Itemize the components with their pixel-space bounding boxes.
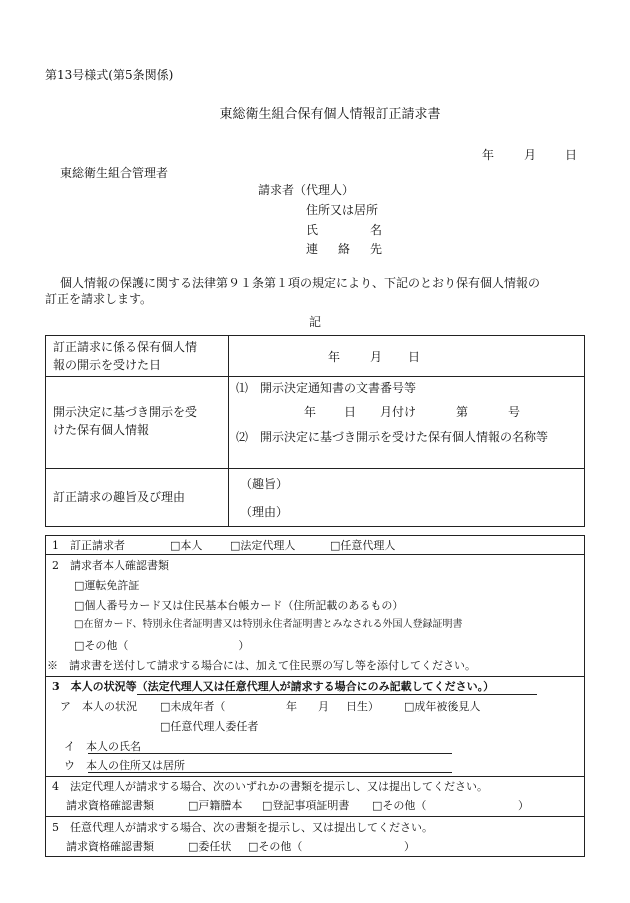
minor-birth-year: 年 bbox=[286, 700, 297, 713]
requester-address-label: 住所又は居所 bbox=[306, 203, 379, 217]
principal-address-line[interactable] bbox=[88, 772, 452, 773]
minor-birth-day: 日生） bbox=[346, 700, 379, 713]
requester-contact-label-3: 先 bbox=[370, 242, 383, 256]
row3-label: 訂正請求の趣旨及び理由 bbox=[53, 490, 186, 504]
table-divider bbox=[228, 335, 229, 527]
section4-label: 4 法定代理人が請求する場合、次のいずれかの書類を提示し、又は提出してください。 bbox=[52, 780, 488, 793]
option-other-doc-5[interactable]: □その他（ bbox=[248, 840, 303, 853]
section1-label: 1 訂正請求者 bbox=[52, 539, 125, 552]
row1-day: 日 bbox=[408, 350, 421, 364]
row1-label-line2: 報の開示を受けた日 bbox=[53, 358, 162, 372]
row1-year: 年 bbox=[328, 350, 341, 364]
principal-name-label: イ 本人の氏名 bbox=[64, 740, 141, 753]
requester-contact-label-2: 絡 bbox=[338, 242, 351, 256]
row2-month-tsuke: 月付け bbox=[380, 405, 417, 419]
option-other-id[interactable]: □その他（ ） bbox=[74, 639, 250, 652]
requester-contact-label-1: 連 bbox=[306, 242, 319, 256]
row2-number-suffix: 号 bbox=[508, 405, 521, 419]
option-other-doc-4[interactable]: □その他（ bbox=[372, 799, 427, 812]
ki-heading: 記 bbox=[309, 315, 322, 329]
section5-label: 5 任意代理人が請求する場合、次の書類を提示し、又は提出してください。 bbox=[52, 821, 433, 834]
row2-label-line1: 開示決定に基づき開示を受 bbox=[53, 405, 198, 419]
option-principal[interactable]: □任意代理人委任者 bbox=[160, 720, 259, 733]
form-number: 第13号様式(第5条関係) bbox=[45, 68, 174, 82]
row3-purpose: （趣旨） bbox=[240, 477, 289, 491]
option-residence-card[interactable]: □在留カード、特別永住者証明書又は特別永住者証明書とみなされる外国人登録証明書 bbox=[74, 619, 463, 630]
intro-line-1: 個人情報の保護に関する法律第９１条第１項の規定により、下記のとおり保有個人情報の bbox=[60, 276, 541, 290]
section3-label: 3 本人の状況等 bbox=[52, 680, 137, 693]
status-label: ア 本人の状況 bbox=[60, 700, 137, 713]
principal-address-label: ウ 本人の住所又は居所 bbox=[64, 759, 185, 772]
option-other-doc-4-close: ） bbox=[518, 799, 529, 812]
option-registry-certificate[interactable]: □登記事項証明書 bbox=[262, 799, 350, 812]
row2-item1: ⑴ 開示決定通知書の文書番号等 bbox=[236, 381, 417, 395]
addressee: 東総衛生組合管理者 bbox=[60, 166, 169, 180]
option-adult-ward[interactable]: □成年被後見人 bbox=[404, 700, 481, 713]
requester-name-label-1: 氏 bbox=[306, 223, 319, 237]
date-year: 年 bbox=[482, 148, 495, 162]
page-title: 東総衛生組合保有個人情報訂正請求書 bbox=[219, 107, 441, 122]
table-rule bbox=[45, 816, 585, 817]
table-rule bbox=[45, 676, 585, 677]
principal-name-line[interactable] bbox=[88, 753, 452, 754]
option-drivers-license[interactable]: □運転免許証 bbox=[74, 579, 140, 592]
row2-number-label: 第 bbox=[456, 405, 469, 419]
option-mynumber-card[interactable]: □個人番号カード又は住民基本台帳カード（住所記載のあるもの） bbox=[74, 599, 404, 612]
table-rule bbox=[45, 776, 585, 777]
section2-note: ※ 請求書を送付して請求する場合には、加えて住民票の写し等を添付してください。 bbox=[47, 659, 476, 672]
row3-reason: （理由） bbox=[240, 505, 289, 519]
option-voluntary-agent[interactable]: □任意代理人 bbox=[330, 539, 396, 552]
requester-heading: 請求者（代理人） bbox=[258, 183, 355, 197]
section3-heading bbox=[52, 679, 537, 695]
row2-year: 年 bbox=[304, 405, 317, 419]
option-other-doc-5-close: ） bbox=[404, 840, 415, 853]
section3-note: （法定代理人又は任意代理人が請求する場合にのみ記載してください。） bbox=[137, 679, 537, 695]
date-day: 日 bbox=[565, 148, 578, 162]
table-rule bbox=[45, 468, 585, 469]
row2-item2: ⑵ 開示決定に基づき開示を受けた保有個人情報の名称等 bbox=[236, 430, 549, 444]
intro-line-2: 訂正を請求します。 bbox=[45, 292, 153, 306]
row1-label-line1: 訂正請求に係る保有個人情 bbox=[53, 340, 198, 354]
option-minor[interactable]: □未成年者（ bbox=[160, 700, 226, 713]
section5-doc-label: 請求資格確認書類 bbox=[66, 840, 154, 853]
option-power-of-attorney[interactable]: □委任状 bbox=[188, 840, 232, 853]
table-rule bbox=[45, 376, 585, 377]
section4-doc-label: 請求資格確認書類 bbox=[66, 799, 154, 812]
option-self[interactable]: □本人 bbox=[170, 539, 203, 552]
section2-label: 2 請求者本人確認書類 bbox=[52, 559, 169, 572]
minor-birth-month: 月 bbox=[318, 700, 329, 713]
row1-month: 月 bbox=[370, 350, 383, 364]
requester-name-label-2: 名 bbox=[370, 223, 383, 237]
row2-label-line2: けた保有個人情報 bbox=[53, 423, 150, 437]
table-rule bbox=[45, 554, 585, 555]
option-family-register[interactable]: □戸籍謄本 bbox=[188, 799, 243, 812]
option-legal-agent[interactable]: □法定代理人 bbox=[230, 539, 296, 552]
date-month: 月 bbox=[524, 148, 537, 162]
row2-day: 日 bbox=[344, 405, 357, 419]
